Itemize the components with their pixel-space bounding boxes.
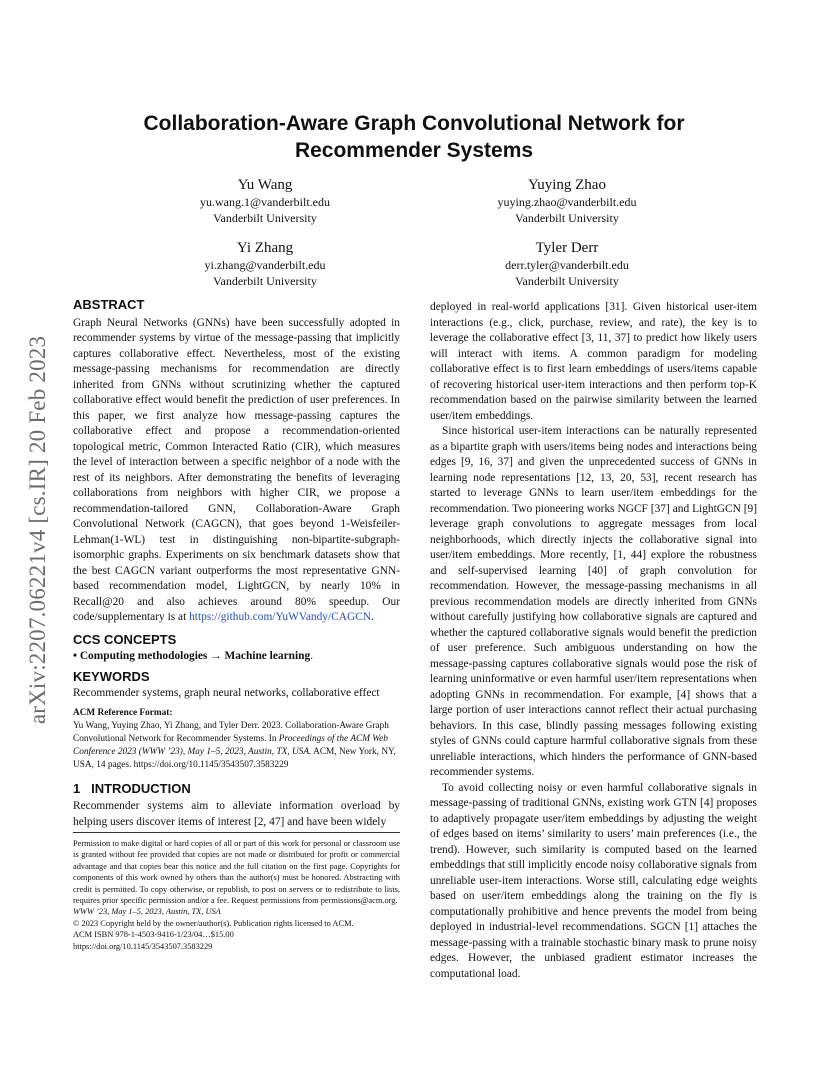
acm-ref-proceedings: Proceedings of the ACM Web Conference 2023 (WWW ’23), May 1–5, 2023, Austin, TX, USA. <box>73 733 388 757</box>
acm-ref-part: ACM, New York, NY, USA, 14 pages. https://doi.org/10.1145/3543507.3583229 <box>73 746 396 770</box>
isbn-line: ACM ISBN 978-1-4503-9416-1/23/04…$15.00 <box>73 930 234 940</box>
author-affiliation: Vanderbilt University <box>213 210 317 225</box>
doi-line: https://doi.org/10.1145/3543507.3583229 <box>73 941 213 951</box>
venue-line: WWW ’23, May 1–5, 2023, Austin, TX, USA <box>73 907 221 917</box>
abstract-text: Graph Neural Networks (GNNs) have been successfully adopted in recommender systems by virtue of the message-passing that implicitly captures collaborative effect. Nevertheless, most of the existing message-passing mechanisms for recommendation are directly inherited from GNNs without scrutinizing whether the captured collaborative effect would benefit the prediction of user preferences. In this paper, we first analyze how message-passing captures the collaborative effect and propose a recommendation-oriented topological metric, Common Interacted Ratio (CIR), which measures the level of interaction between a specific neighbor of a node with the rest of its neighbors. After demonstrating the benefits of leveraging collaborations from neighbors with higher CIR, we propose a recommendation-tailored GNN, Collaboration-Aware Graph Convolutional Network (CAGCN), that goes beyond 1-Weisfeiler-Lehman(1-WL) test in distinguishing non-bipartite-subgraph-isomorphic graphs. Experiments on six benchmark datasets show that the best CAGCN variant outperforms the most representative GNN-based recommendation model, LightGCN, by nearly 10% in Recall@20 and also achieves around 80% speedup. Our code/supplementary is at <box>73 316 400 623</box>
author-block <box>417 176 717 226</box>
ccs-concept: • Computing methodologies → Machine learning <box>73 650 311 662</box>
keywords-heading: KEYWORDS <box>73 668 150 684</box>
code-link[interactable]: https://github.com/YuWVandy/CAGCN <box>189 611 372 623</box>
title-line-2: Recommender Systems <box>294 139 534 162</box>
acm-ref-text <box>73 720 400 772</box>
intro-paragraph: Recommender systems aim to alleviate information overload by helping users discover items of interest [2, 47] and have been widely <box>73 800 400 828</box>
body-paragraph: deployed in real-world applications [31]. Given historical user-item interactions (e.g., click, purchase, review, and rate), the key is to leverage the collaborative effect [3, 11, 37] to predict how likely users will interact with items. A common paradigm for modeling collaborative effect is to first learn embeddings of users/items capable of recovering historical user-item interactions and then perform top-K recommendation based on the pairwise similarity between the learned user/item embeddings. <box>430 301 757 422</box>
ccs-period: . <box>310 650 314 662</box>
abstract-body <box>73 316 400 626</box>
section-number: 1 <box>73 780 81 796</box>
ccs-item <box>73 649 400 665</box>
abstract-heading: ABSTRACT <box>73 297 145 312</box>
section-title: INTRODUCTION <box>91 780 191 796</box>
author-email: derr.tyler@vanderbilt.edu <box>505 258 629 272</box>
acm-ref-part: Yu Wang, Yuying Zhao, Yi Zhang, and Tyler Derr. 2023. Collaboration-Aware Graph Convolutional Network for Recommender Systems. In <box>73 720 389 744</box>
left-column <box>73 297 400 830</box>
keywords-body: Recommender systems, graph neural networks, collaborative effect <box>73 687 380 699</box>
acm-ref-heading: ACM Reference Format: <box>73 707 173 718</box>
ccs-heading: CCS CONCEPTS <box>73 631 177 647</box>
author-block <box>115 239 415 289</box>
copyright-line: © 2023 Copyright held by the owner/author(s). Publication rights licensed to ACM. <box>73 918 354 928</box>
author-affiliation: Vanderbilt University <box>515 210 619 225</box>
paper-title <box>100 110 728 164</box>
permission-notice: Permission to make digital or hard copies of all or part of this work for personal or classroom use is granted without fee provided that copies are not made or distributed for profit or commercial advantage and that copies bear this notice and the full citation on the first page. Copyrights for components of this work owned by others than the author(s) must be honored. Abstracting with credit is permitted. To copy otherwise, or republish, to post on servers or to redistribute to lists, requires prior specific permission and/or a fee. Request permissions from permissions@acm.org. <box>73 839 400 906</box>
author-name: Tyler Derr <box>535 240 599 256</box>
intro-heading <box>73 781 400 797</box>
author-block <box>115 176 415 226</box>
arxiv-id: arXiv:2207.06221v4 [cs.IR] 20 Feb 2023 <box>25 335 50 725</box>
author-name: Yuying Zhao <box>528 177 606 193</box>
footnote-rule <box>73 832 400 833</box>
author-block <box>417 239 717 289</box>
author-affiliation: Vanderbilt University <box>213 273 317 288</box>
body-paragraph: To avoid collecting noisy or even harmful collaborative signals in message-passing of traditional GNNs, existing work GTN [4] proposes to adaptively propagate user/item embeddings by adjusting the weight of edges based on items’ similarity to users’ main preferences (i.e., the trend). However, such similarity is computed based on the learned embeddings that still implicitly encode noisy collaborative signals from unreliable user-item interactions. Worse still, calculating edge weights based on user/item embeddings along the training on the fly is computationally prohibitive and hence prevents the model from being deployed in industrial-level recommendations. SGCN [1] attaches the message-passing with a trainable stochastic binary mask to prune noisy edges. However, the unbiased gradient estimator increases the computational load. <box>430 781 757 980</box>
title-line-1: Collaboration-Aware Graph Convolutional Network for <box>143 112 685 135</box>
abstract-tail: . <box>371 611 374 623</box>
author-name: Yi Zhang <box>236 240 294 256</box>
author-email: yi.zhang@vanderbilt.edu <box>204 258 326 272</box>
author-name: Yu Wang <box>237 177 293 193</box>
author-affiliation: Vanderbilt University <box>515 273 619 288</box>
author-email: yuying.zhao@vanderbilt.edu <box>497 195 637 209</box>
right-column <box>430 300 757 982</box>
body-paragraph: Since historical user-item interactions can be naturally represented as a bipartite graph with users/items being nodes and interactions being edges [9, 16, 37] and given the unprecedented success of GNNs in learning node representations [12, 13, 20, 53], recent research has started to leverage GNNs to learn user/item embeddings for the recommendation. Two pioneering works NGCF [37] and LightGCN [9] leverage graph convolutions to aggregate messages from local neighborhoods, which directly injects the collaborative signal into user/item embeddings. More recently, [1, 44] explore the robustness and self-supervised learning [40] of graph convolution for recommendation. However, the message-passing mechanisms in all previous recommendation models are directly inherited from GNNs without carefully justifying how collaborative signals are captured and whether the captured collaborative signals would benefit the prediction of user preference. Such ambiguous understanding on how the message-passing captures collaborative signals would pose the risk of learning uninformative or even harmful user/item representations when adopting GNNs in recommendation. For example, [4] shows that a large portion of user interactions cannot reflect their actual purchasing behaviors. In this case, blindly passing messages following existing styles of GNNs could capture harmful collaborative signals from these unreliable interactions, which hinders the performance of GNN-based recommender systems. <box>430 425 757 778</box>
author-email: yu.wang.1@vanderbilt.edu <box>199 195 331 209</box>
footnote <box>73 838 400 952</box>
